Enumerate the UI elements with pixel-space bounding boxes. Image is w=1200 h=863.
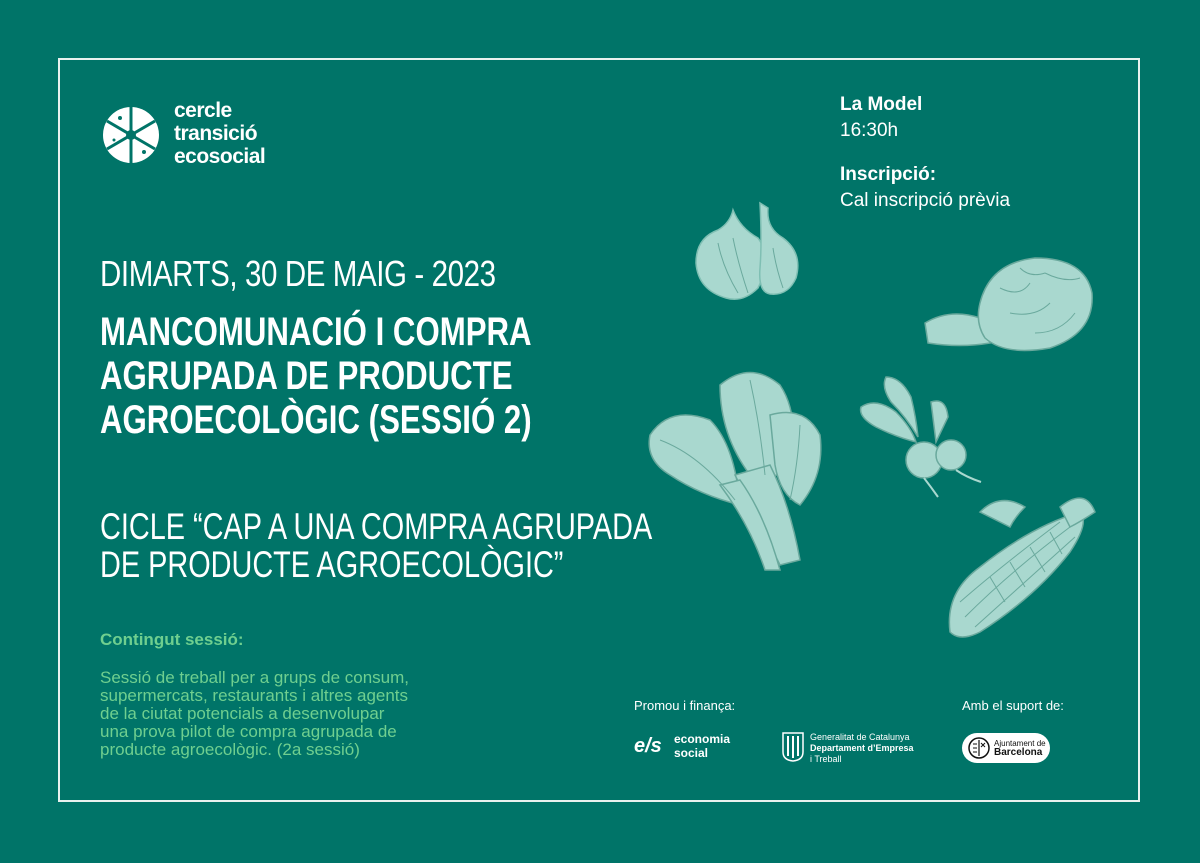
brand-line-2: transició — [174, 122, 258, 145]
es-line-1: economia — [674, 732, 731, 746]
content-line: de la ciutat potencials a desenvolupar — [100, 704, 385, 723]
registration-label: Inscripció: — [840, 164, 937, 185]
brand-line-3: ecosocial — [174, 145, 266, 168]
venue: La Model — [840, 94, 923, 115]
title-line: AGROECOLÒGIC (SESSIÓ 2) — [100, 398, 532, 442]
brand-line-1: cercle — [174, 99, 232, 122]
generalitat-logo — [782, 732, 914, 765]
bcn-line-2: Barcelona — [994, 747, 1043, 758]
cycle-subtitle — [100, 508, 652, 584]
bcn-line-1: Ajuntament de — [994, 739, 1046, 748]
barcelona-logo — [962, 733, 1050, 763]
content-line: supermercats, restaurants i altres agents — [100, 686, 409, 705]
chard-illustration — [640, 365, 830, 575]
content-line: producte agroecològic. (2a sessió) — [100, 740, 360, 759]
cycle-line: CICLE “CAP A UNA COMPRA AGRUPADA — [100, 506, 653, 547]
time: 16:30h — [840, 120, 899, 141]
event-date: DIMARTS, 30 DE MAIG - 2023 — [100, 253, 496, 294]
content-line: Sessió de treball per a grups de consum, — [100, 668, 410, 687]
es-mark: e/s — [634, 734, 662, 757]
corn-illustration — [940, 492, 1100, 642]
gen-line-1: Generalitat de Catalunya — [810, 732, 910, 742]
title-line: MANCOMUNACIÓ I COMPRA — [100, 310, 532, 354]
promou-label: Promou i finança: — [634, 698, 736, 713]
cycle-line: DE PRODUCTE AGROECOLÒGIC” — [100, 544, 564, 585]
es-line-2: social — [674, 746, 709, 760]
content-body — [100, 669, 520, 759]
orange-wheel-logo-icon — [100, 104, 162, 166]
gen-line-2: Departament d’Empresa — [810, 743, 914, 753]
artichoke-illustration — [920, 248, 1100, 358]
content-heading: Contingut sessió: — [100, 630, 244, 649]
suport-label: Amb el suport de: — [962, 698, 1064, 713]
barcelona-shield-icon — [968, 737, 990, 759]
event-title — [100, 310, 532, 442]
onion-illustration — [688, 198, 813, 318]
gen-line-3: i Treball — [810, 754, 842, 764]
radish-illustration — [856, 372, 986, 502]
title-line: AGRUPADA DE PRODUCTE — [100, 354, 513, 398]
generalitat-shield-icon — [782, 732, 804, 762]
economia-social-logo — [634, 732, 730, 760]
content-line: una prova pilot de compra agrupada de — [100, 722, 397, 741]
registration-value: Cal inscripció prèvia — [840, 190, 1011, 211]
event-info — [840, 92, 1010, 214]
cercle-logo — [100, 100, 265, 169]
